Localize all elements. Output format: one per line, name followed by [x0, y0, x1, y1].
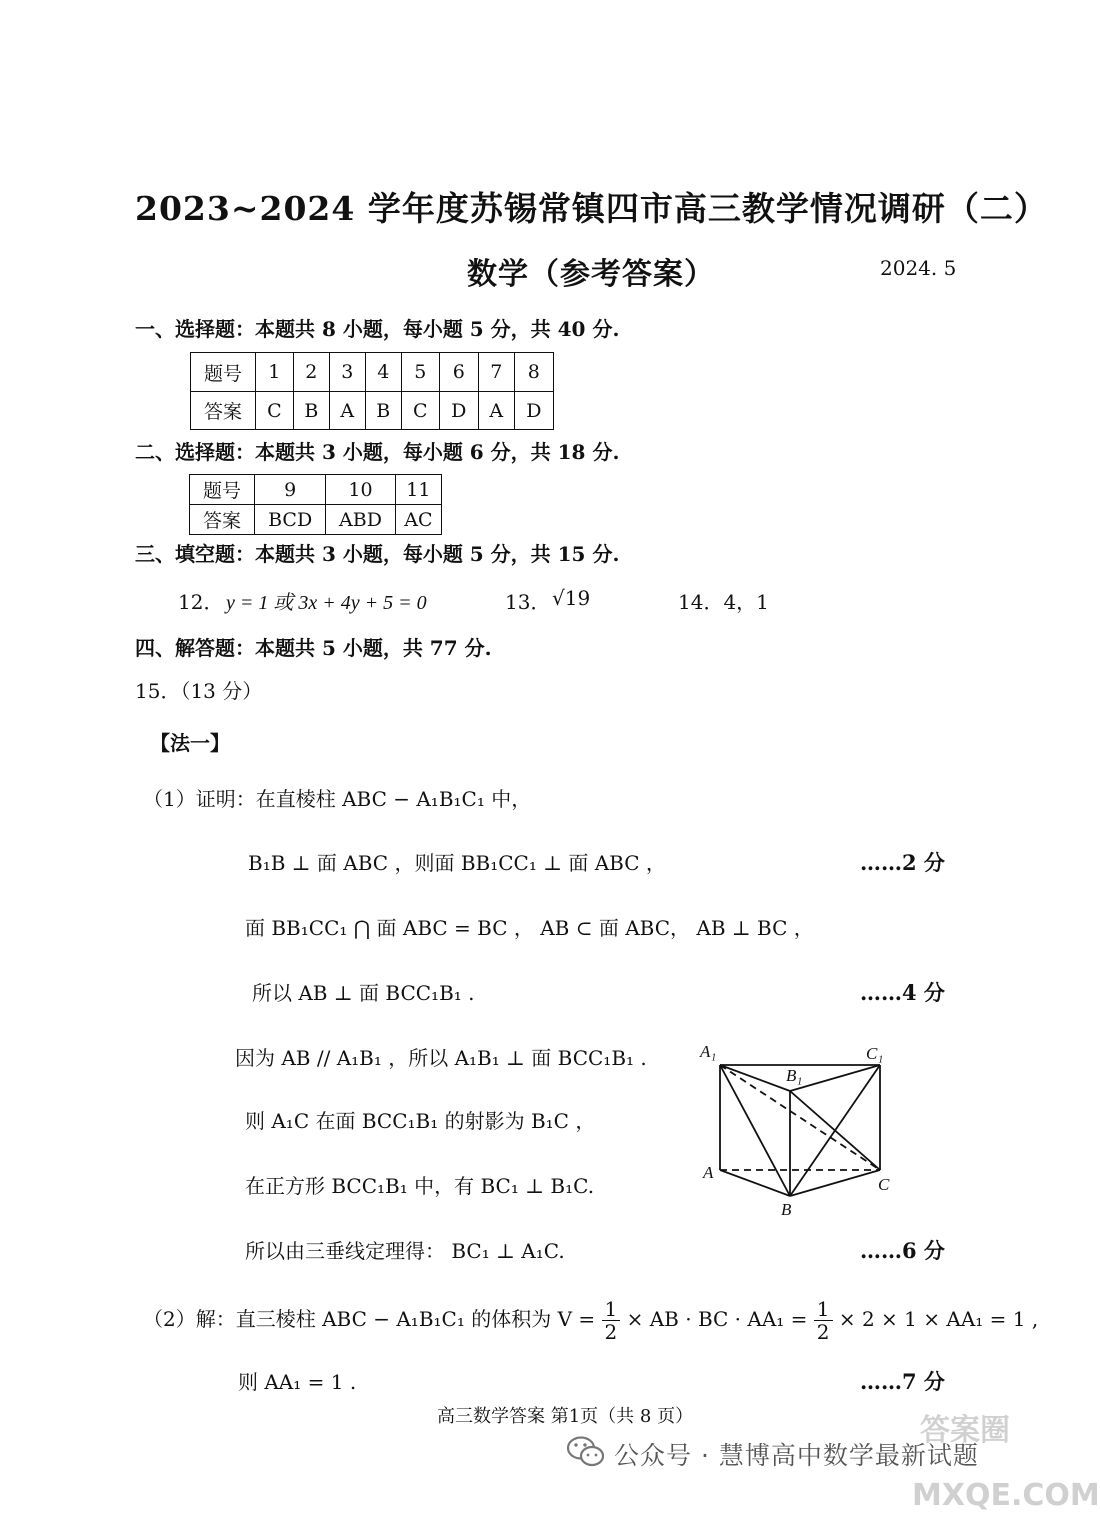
watermark-site-cn: 答案圈	[920, 1413, 1010, 1448]
question-number: 3	[329, 353, 365, 392]
question-number: 10	[326, 475, 395, 505]
fraction-denominator: 2	[604, 1320, 618, 1344]
fraction-numerator: 1	[602, 1298, 621, 1321]
fraction-numerator: 1	[814, 1298, 833, 1321]
row-label: 答案	[190, 505, 255, 535]
fraction-one-half	[814, 1298, 833, 1343]
proof-line-7: 所以由三垂线定理得： BC₁ ⊥ A₁C.	[245, 1239, 565, 1263]
part2-result: × 2 × 1 × AA₁ = 1 ,	[838, 1307, 1039, 1331]
label-a: A	[703, 1163, 714, 1182]
score-4: ……4 分	[860, 980, 945, 1005]
proof-line-4: 因为 AB // A₁B₁ ，所以 A₁B₁ ⊥ 面 BCC₁B₁ .	[235, 1046, 647, 1070]
answer-cell: C	[256, 392, 294, 430]
answer-cell: A	[329, 392, 365, 430]
question-number: 11	[395, 475, 441, 505]
label-a1: A₁	[700, 1042, 717, 1061]
answer-table-1	[190, 352, 554, 430]
q13-answer: √19	[552, 586, 591, 610]
question-number: 6	[439, 353, 478, 392]
answer-cell: C	[401, 392, 439, 430]
page-subtitle: 数学（参考答案）	[467, 257, 715, 292]
proof-line-9: 则 AA₁ = 1 .	[238, 1370, 357, 1394]
answer-cell: B	[365, 392, 401, 430]
question-number: 9	[255, 475, 326, 505]
prism-figure	[690, 1035, 910, 1225]
page-footer: 高三数学答案 第1页（共 8 页）	[437, 1406, 694, 1427]
section-4-heading: 四、解答题：本题共 5 小题，共 77 分.	[135, 636, 492, 660]
proof-line-2: 面 BB₁CC₁ ⋂ 面 ABC = BC ， AB ⊂ 面 ABC， AB ⊥ BC ，	[245, 916, 814, 940]
proof-line-3: 所以 AB ⊥ 面 BCC₁B₁ .	[252, 981, 475, 1005]
question-number: 8	[514, 353, 553, 392]
fraction-one-half	[602, 1298, 621, 1343]
proof-line-1: B₁B ⊥ 面 ABC ，则面 BB₁CC₁ ⊥ 面 ABC ，	[248, 851, 666, 875]
watermark-site: MXQE.COM	[912, 1478, 1100, 1513]
part1-intro: （1）证明：在直棱柱 ABC − A₁B₁C₁ 中，	[143, 787, 532, 811]
q12-answer: y = 1 或 3x + 4y + 5 = 0	[226, 592, 427, 614]
row-label: 题号	[191, 353, 256, 392]
part2-volume: V =	[557, 1307, 596, 1331]
answer-cell: AC	[395, 505, 441, 535]
edge-a-b	[720, 1170, 790, 1196]
question-number: 5	[401, 353, 439, 392]
section-1-heading: 一、选择题：本题共 8 小题，每小题 5 分，共 40 分.	[135, 317, 620, 341]
date: 2024. 5	[880, 256, 957, 280]
label-b: B	[781, 1200, 792, 1219]
row-label: 答案	[191, 392, 256, 430]
q14-answer: 14．4，1	[678, 590, 769, 614]
q13-label: 13．	[505, 590, 551, 614]
answer-table-2	[189, 474, 442, 535]
proof-line-6: 在正方形 BCC₁B₁ 中，有 BC₁ ⊥ B₁C.	[245, 1174, 595, 1198]
label-c: C	[878, 1175, 890, 1194]
q12-label: 12．	[178, 590, 224, 614]
answer-cell: B	[293, 392, 329, 430]
section-3-heading: 三、填空题：本题共 3 小题，每小题 5 分，共 15 分.	[135, 542, 620, 566]
edge-b1-c1	[790, 1065, 880, 1091]
question-number: 1	[256, 353, 294, 392]
answer-cell: D	[514, 392, 553, 430]
section-2-heading: 二、选择题：本题共 3 小题，每小题 6 分，共 18 分.	[135, 440, 620, 464]
question-number: 7	[478, 353, 514, 392]
proof-line-5: 则 A₁C 在面 BCC₁B₁ 的射影为 B₁C ，	[245, 1109, 596, 1133]
question-number: 2	[293, 353, 329, 392]
edge-b-c	[790, 1170, 880, 1196]
answer-cell: D	[439, 392, 478, 430]
wechat-icon	[566, 1434, 606, 1470]
score-2: ……2 分	[860, 850, 945, 875]
label-c1: C₁	[866, 1044, 884, 1063]
edge-a1-b	[720, 1065, 790, 1196]
part2-text: （2）解：直三棱柱 ABC − A₁B₁C₁ 的体积为	[143, 1307, 552, 1331]
part2-intro	[143, 1298, 1038, 1343]
fraction-denominator: 2	[816, 1320, 830, 1344]
row-label: 题号	[190, 475, 255, 505]
edge-b1-c	[790, 1091, 880, 1170]
score-6: ……6 分	[860, 1238, 945, 1263]
page-title: 2023~2024 学年度苏锡常镇四市高三教学情况调研（二）	[135, 189, 1048, 228]
watermark-account: 公众号 · 慧博高中数学最新试题	[614, 1441, 979, 1470]
part2-product: × AB · BC · AA₁ =	[626, 1307, 808, 1331]
answer-cell: ABD	[326, 505, 395, 535]
answer-cell: A	[478, 392, 514, 430]
question-number: 4	[365, 353, 401, 392]
method-label: 【法一】	[150, 731, 230, 755]
q15-label: 15．（13 分）	[135, 679, 263, 703]
score-7: ……7 分	[860, 1369, 945, 1394]
answer-cell: BCD	[255, 505, 326, 535]
label-b1: B₁	[786, 1066, 803, 1085]
